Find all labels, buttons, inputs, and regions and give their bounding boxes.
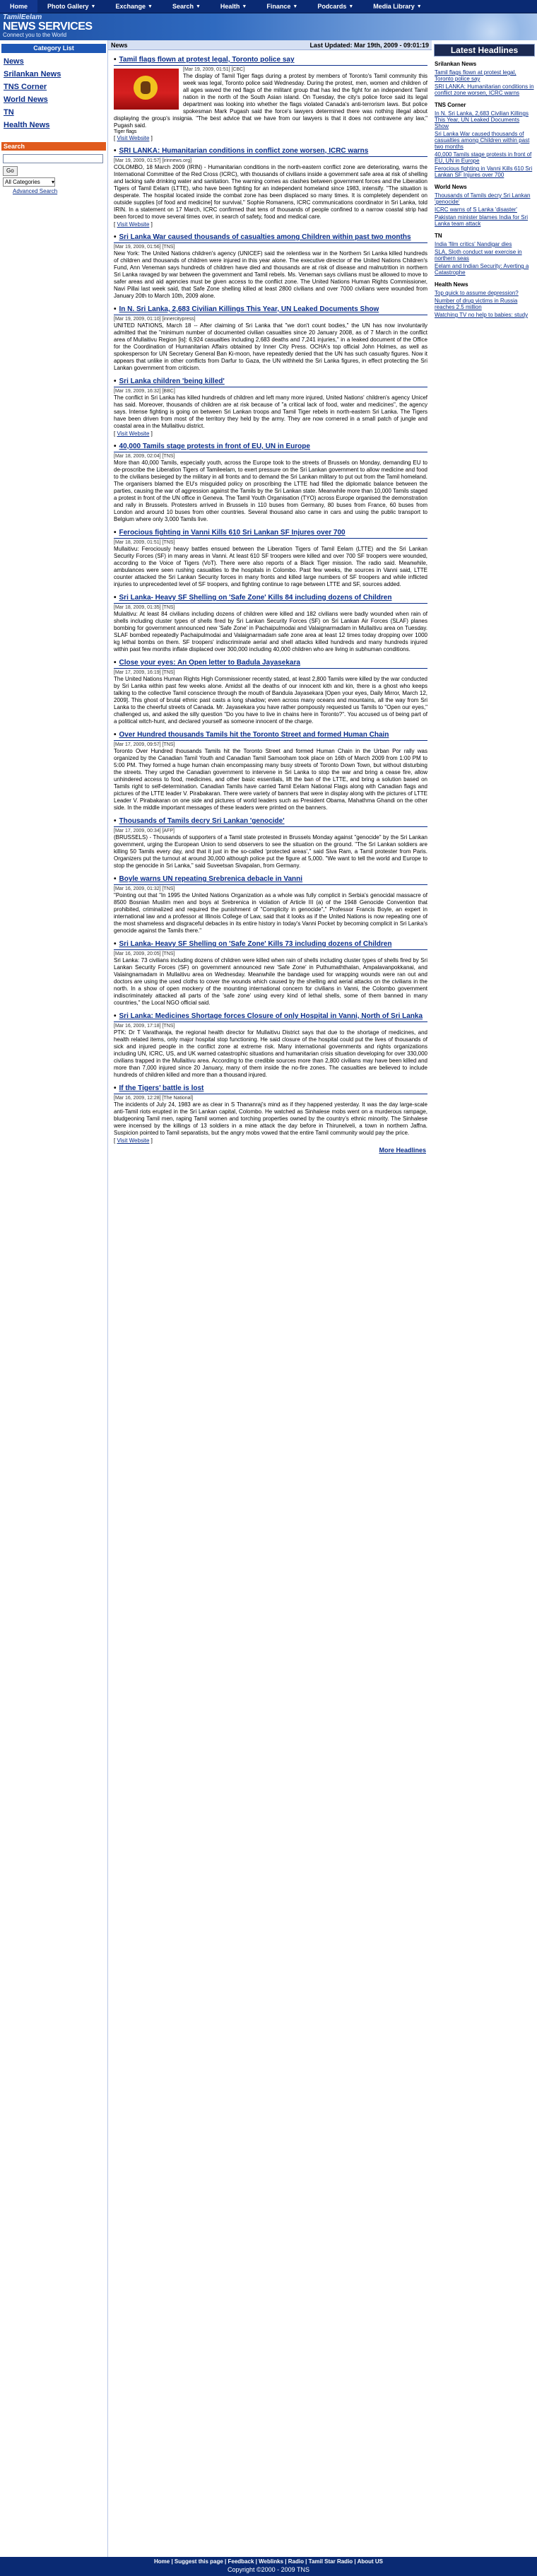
visit-website: [ Visit Website ] — [114, 431, 153, 437]
category-list-heading: Category List — [1, 44, 106, 53]
bullet-icon: • — [114, 305, 117, 313]
visit-website-link[interactable]: Visit Website — [117, 221, 150, 228]
title-underline — [114, 668, 427, 669]
article-title — [114, 875, 427, 884]
article-title-link[interactable]: Ferocious fighting in Vanni Kills 610 Sri Lankan SF Injures over 700 — [119, 529, 346, 537]
news-article — [114, 147, 427, 228]
nav-item-label: Podcards — [317, 3, 347, 10]
article-title — [114, 529, 427, 537]
category-link[interactable]: TN — [4, 108, 14, 117]
article-body: Mulaitivu: At least 84 civilians including dozens of children were killed and 182 civilians were badly wounded when rain of shells including cluster types of shells fired by Sri Lankan Security Forces (SF) on Sri Lankan Air Forces (SLAF) planes bombing for government announced new 'Safe Zone' in Pachaipulmodai and Valaignarmadam in Mullaitivu area on Tuesday. SLAF bombed repeatedly Pachaipulmodai and Valaignarmadam safe zone area at least 12 times today dropping over 1000 kg lethal bombs on them. SF troopers' indiscriminate aerial and shell attacks killed hundreds and many hundreds injured within past few months inflate displaced over 300,000 including 40,000 children who are living in subhuman conditions. — [114, 611, 427, 652]
title-underline — [114, 740, 427, 741]
article-meta: [Mar 16, 2009, 20:05] [TNS] — [114, 952, 175, 956]
category-link[interactable]: News — [4, 57, 24, 66]
article-title — [114, 659, 427, 667]
news-article — [114, 817, 427, 870]
headline-section — [435, 184, 534, 227]
visit-website-link[interactable]: Visit Website — [117, 1137, 150, 1144]
nav-item-4[interactable] — [211, 0, 256, 13]
category-link[interactable]: Health News — [4, 121, 50, 129]
search-heading: Search — [1, 142, 106, 151]
bullet-icon: • — [114, 377, 117, 385]
headline-link[interactable]: India 'film critics' Nandigar dies — [435, 241, 512, 247]
headline-link[interactable]: SLA, Sloth conduct war exercise in northern seas — [435, 249, 522, 262]
advanced-search-link[interactable]: Advanced Search — [13, 188, 58, 194]
nav-item-label: Finance — [266, 3, 291, 10]
nav-item-label: Media Library — [373, 3, 415, 10]
nav-item-2[interactable] — [105, 0, 162, 13]
title-underline — [114, 603, 427, 604]
nav-item-5[interactable] — [256, 0, 307, 13]
article-title-link[interactable]: Sri Lanka War caused thousands of casualties among Children within past two months — [119, 233, 411, 241]
news-article — [114, 56, 427, 141]
figure-caption: Tiger flags — [114, 129, 137, 134]
headline-section-title: TNS Corner — [435, 102, 466, 108]
article-meta: [Mar 16, 2009, 12:28] [The National] — [114, 1096, 194, 1101]
title-underline — [114, 826, 427, 827]
chevron-down-icon: ▾ — [51, 179, 54, 185]
article-body: The display of Tamil Tiger flags during a protest by members of Toronto's Tamil community this week was legal, Toronto police said Wednesday. During the protest, men, women and children of all ages waved the red flags of the militant group that has led the fight for an independent Tamil nation in the north of the South Asian island. On Tuesday, the city's police force said its legal department was looking into whether the flags violated Canada's anti-terrorism laws. But police spokesman Mark Pugash said the force's lawyers determined there was nothing illegal about displaying the group's insignia. "The best advice that we have from our lawyers is that it does not contravene any law," Pugash said. — [114, 73, 427, 129]
logo-text-line2: NEWS SERVICES — [3, 21, 93, 33]
logo-text-line1: TamilEelam — [3, 13, 42, 21]
bullet-icon: • — [114, 817, 117, 825]
article-body: The conflict in Sri Lanka has killed hundreds of children and left many more injured, United Nations' children's agency Unicef has said. Moreover, thousands of children are at risk because of "a critical lack of food, water and medicines", the agency says. Intense fighting is going on between Sri Lankan troops and Tamil Tiger rebels in north-eastern Sri Lanka. The Tigers have been driven from most of the territory they held by the army. They are now cornered in a small patch of jungle and coastal area in the Mullaitivu district. — [114, 394, 427, 429]
more-headlines-link[interactable]: More Headlines — [379, 1147, 426, 1154]
article-body: COLOMBO, 18 March 2009 (IRIN) - Humanitarian conditions in the north-eastern conflict zone are deteriorating, warns the International Committee of the Red Cross (ICRC), with thousands of civilians inside a government safe area at risk of shelling and lacking safe drinking water and sanitation. The warning comes as clashes between government forces and the Liberation Tigers of Tamil Eelam (LTTE), who have been fighting for an independent homeland since 1983, intensify. "The situation is desperate. The hospital located inside the combat zone has been displaced so many times. It is completely dependent on outside supplies [of food and medicine] for survival," Sophie Romanens, ICRC communications coordinator in Sri Lanka, told IRIN. In a statement on 17 March, ICRC confirmed that tens of thousands of people confined to a narrow coastal strip had been forced to move several times over, in search of safety, food and medical care. — [114, 164, 427, 220]
article-title — [114, 594, 427, 602]
news-article — [114, 233, 427, 300]
title-underline — [114, 538, 427, 539]
site-logo[interactable] — [3, 14, 93, 38]
bullet-icon: • — [114, 875, 117, 883]
article-body: PTK: Dr T Varatharaja, the regional health director for Mullaitivu District says that due to the shortage of medicines, and health related items, only major hospital stop functioning. He said closure of the hospital could put the lives of thousands of sick and injured people in the conflict zone at extreme risk. Many international governments and rights organizations including UN, ICRC, US, and UK warned catastrophic situations and humanitarian crisis situation developing for over 330,000 civilians trapped in the Mullaitivu area. According to the credible sources more than 2,800 civilians may have been killed and more than 7,000 injured since 20 January, many of them inside the no-fire zones. The casualties are believed to include hundreds of children killed and more than a thousand injured. — [114, 1029, 427, 1078]
article-title-link[interactable]: Sri Lanka children 'being killed' — [119, 377, 225, 385]
top-navigation-bar — [0, 0, 537, 13]
visit-website-link[interactable]: Visit Website — [117, 135, 150, 141]
nav-item-6[interactable] — [307, 0, 363, 13]
headline-section-title: Health News — [435, 281, 468, 288]
footer-links[interactable]: Home | Suggest this page | Feedback | Weblinks | Radio | Tamil Star Radio | About US — [154, 2558, 383, 2565]
news-article — [114, 940, 427, 1007]
headline-section-title: Srilankan News — [435, 61, 477, 67]
article-meta: [Mar 19, 2009, 01:56] [TNS] — [114, 245, 175, 250]
article-title-link[interactable]: Sri Lanka- Heavy SF Shelling on 'Safe Zone' Kills 73 including dozens of Children — [119, 940, 392, 948]
article-body: New York: The United Nations children's agency (UNICEF) said the relentless war in the Northern Sri Lanka killed hundreds of children and thousands of children were injured in this year alone. The executive director of the United Nations Children's Fund, Ann Veneman says hundreds of children have died and thousands are at risk of disease and malnutrition in northern Sri Lanka ravaged by war between the government and Tamil rebels. Ms. Veneman says civilians must be allowed to move to safer areas and aid agencies must be given access to the conflict zone. The United Nations Human Rights Commissioner, Navi Pillai last week said, that Safe Zone shelling killed at least 2800 civilians and over 7000 civilians were wounded from January 20th to March 10th, 2009 alone. — [114, 250, 427, 299]
news-article — [114, 875, 427, 935]
chevron-down-icon: ▼ — [195, 4, 201, 9]
article-meta: [Mar 17, 2009, 00:34] [AFP] — [114, 829, 175, 833]
headline-link[interactable]: ICRC warns of S Lanka 'disaster' — [435, 206, 517, 213]
bullet-icon: • — [114, 56, 117, 64]
article-title — [114, 817, 427, 826]
news-article — [114, 731, 427, 812]
article-body: Mullaitivu: Ferociously heavy battles ensued between the Liberation Tigers of Tamil Eelam (LTTE) and the Sri Lankan Security Forces (SF) in many areas in Vanni. At least 610 SF troopers were killed and over 700 SF troopers were wounded, according to the Voice of Tigers (VoT). There were also reports of a Black Tiger mission. The radio said. Meanwhile, ambulances were seen rushing casualties to the hospitals in Colombo. Past few weeks, the sources in Vanni said, LTTE counter attacked the Sri Lankan Security forces in many fronts and killed large numbers of SF troopers and while inflicted injuries to unprecedented level of SF troopers, and fighting continue to rage between LTTE and SF, sources added. — [114, 546, 427, 587]
headline-link[interactable]: SRI LANKA: Humanitarian conditions in conflict zone worsen, ICRC warns — [435, 83, 534, 96]
chevron-down-icon: ▼ — [148, 4, 153, 9]
nav-item-7[interactable] — [363, 0, 431, 13]
chevron-down-icon: ▼ — [90, 4, 96, 9]
news-article — [114, 305, 427, 372]
article-title-link[interactable]: Thousands of Tamils decry Sri Lankan 'genocide' — [119, 817, 285, 825]
headline-link[interactable]: Top quick to assume depression? — [435, 290, 519, 296]
search-controls — [3, 166, 105, 176]
title-underline — [114, 156, 427, 157]
visit-website: [ Visit Website ] — [114, 135, 153, 141]
article-title — [114, 233, 427, 242]
article-title — [114, 56, 427, 64]
article-body: (BRUSSELS) - Thousands of supporters of a Tamil state protested in Brussels Monday against "genocide" by the Sri Lankan government, urging the European Union to send observers to see the situation on the ground. "The Sri Lankan soldiers are killing 50 Tamils every day, and that it just in the so-called 'protected areas'," said Siva Ram, a Tamil protester from Paris. Organizers put the turnout at around 30,000 although police put the figure at 5,000. "We want to tell the world and Europe to stop the genocide in Sri Lanka," said Suveetsan Sivapalan, from Germany. — [114, 834, 427, 869]
visit-website: [ Visit Website ] — [114, 221, 153, 228]
title-underline — [114, 1021, 427, 1022]
bullet-icon: • — [114, 1012, 117, 1020]
headline-sections — [432, 61, 537, 318]
category-select[interactable] — [3, 177, 55, 187]
article-body: The incidents of July 24, 1983 are as clear in S Thananraj’s mind as if they happened yesterday. It was the day large-scale anti-Tamil riots erupted in the Sri Lankan capital, Colombo. He watched as Sinhalese mobs went on a murderous rampage, bludgeoning Tamil men, raping Tamil women and torching properties owned by the country’s ethnic minority. The Sinhalese were incensed by the killings of 13 soldiers in a mine attack the day before in Thirunelveli, a town in northern Jaffna. Suspicion pointed to Tamil separatists, but the angry mobs vowed that the entire Tamil community would pay the price. — [114, 1101, 427, 1136]
main-news-column — [107, 40, 432, 2557]
article-body: "Pointing out that "In 1995 the United Nations Organization as a whole was fully complicit in Serbia's genocidal massacre of 8500 Bosnian Muslim men and boys at Srebrenica in violation of Article III (a) of the 1948 Genocide Convention that prohibited, criminalized and required the punishment of "Complicity in genocide"," Professor Francis Boyle, an expert in international law and a professor at Illinois College of Law, said that it looks as if the United Nations is now repeating one of the most shameless and disgraceful debacles in its entire history in today's Vanni Pocket by becoming complicit in Sri Lanka's genocide against the Tamils there." — [114, 892, 428, 934]
article-title — [114, 1012, 427, 1021]
right-sidebar — [432, 40, 537, 2557]
nav-item-label: Photo Gallery — [47, 3, 89, 10]
bullet-icon: • — [114, 659, 117, 667]
article-meta: [Mar 19, 2009, 16:32] [BBC] — [114, 389, 175, 394]
headline-link[interactable]: Thousands of Tamils decry Sri Lankan 'genocide' — [435, 192, 531, 205]
search-input[interactable] — [3, 154, 103, 163]
headline-section — [435, 233, 534, 276]
article-title-link[interactable]: Sri Lanka: Medicines Shortage forces Closure of only Hospital in Vanni, North of Sri Lanka — [119, 1012, 423, 1020]
headline-link[interactable]: Watching TV no help to babies: study — [435, 312, 529, 318]
news-article — [114, 1084, 427, 1144]
headline-link[interactable]: Tamil flags flown at protest legal, Toronto police say — [435, 69, 517, 82]
article-title-link[interactable]: SRI LANKA: Humanitarian conditions in conflict zone worsen, ICRC warns — [119, 147, 369, 155]
article-title — [114, 940, 427, 949]
chevron-down-icon: ▼ — [293, 4, 298, 9]
article-list — [108, 56, 432, 1144]
headline-section — [435, 281, 534, 318]
article-meta: [Mar 16, 2009, 01:32] [TNS] — [114, 886, 175, 891]
news-article — [114, 659, 427, 725]
article-title — [114, 1084, 427, 1093]
article-body: Sri Lanka: 73 civilians including dozens of children were killed when rain of shells including cluster types of shells fired by Sri Lankan Security Forces (SF) on government announced new 'Safe Zone' in Puthumaththalan, Ampalavanpokkanai, and Valaingnamadam in Mullaitivu area on Wednesday. Meanwhile the bandage used for wrapping wounds were ran out and doctors are using the used cloths to cover the wounds which caused by the shelling and aerial attacks on the civilians in the north. In a show of open mockery of the mounting international concern for civilians in Vanni, the Colombo government indiscriminately attacked all parts of the 'safe zone' using every kind of lethal shells, some of them banned in many countries," the Local NGO official said. — [114, 957, 427, 1006]
latest-headlines-heading: Latest Headlines — [434, 44, 535, 57]
article-body: The United Nations Human Rights High Commissioner recently stated, at least 2,800 Tamils were killed by the war conducted by Sri Lanka within past few weeks alone. Amidst all the deaths of our innocent kith and kin, there is a ghost who keeps talking to the collective Tamil conscience through the mouth of Bandula Jayasekara [Open your eyes, Daily Mirror, March 12, 2009]. This ghost of brutal ethnic past casts a long shadow; even across many oceans and mountains, all the way from Sri Lanka to the cheerful streets of Canada. Mr. Jayasekara you have rather pompously requested us Tamils to "Open our eyes," challenged us, and asked the silly question "Do you have to live in chains here in Toronto?". You accused us of being part of a political witch-hunt, and declared yourself as someone innocent of the charge. — [114, 676, 427, 725]
site-footer — [0, 2557, 537, 2576]
visit-website: [ Visit Website ] — [114, 1137, 153, 1144]
news-article — [114, 529, 427, 588]
headline-section — [435, 61, 534, 96]
flag-emblem-center — [141, 81, 151, 94]
article-title-link[interactable]: Tamil flags flown at protest legal, Toronto police say — [119, 56, 295, 64]
chevron-down-icon: ▼ — [242, 4, 247, 9]
news-article — [114, 443, 427, 523]
article-meta: [Mar 17, 2009, 16:19] [TNS] — [114, 670, 175, 675]
visit-website-link[interactable]: Visit Website — [117, 431, 150, 437]
logo-tagline: Connect you to the World — [3, 32, 67, 38]
chevron-down-icon: ▼ — [348, 4, 354, 9]
article-title-link[interactable]: Boyle warns UN repeating Srebrenica debacle in Vanni — [119, 875, 303, 883]
title-underline — [114, 949, 427, 950]
go-button[interactable]: Go — [3, 166, 18, 176]
bullet-icon: • — [114, 731, 117, 739]
nav-item-label: Search — [172, 3, 194, 10]
article-title-link[interactable]: Over Hundred thousands Tamils hit the Toronto Street and formed Human Chain — [119, 731, 389, 739]
news-article — [114, 594, 427, 653]
bullet-icon: • — [114, 940, 117, 948]
article-meta: [Mar 18, 2009, 01:51] [TNS] — [114, 540, 175, 545]
section-title: News — [111, 41, 128, 49]
site-header — [0, 13, 537, 40]
article-title — [114, 731, 427, 739]
article-title-link[interactable]: If the Tigers’ battle is lost — [119, 1084, 204, 1092]
bullet-icon: • — [114, 233, 117, 241]
article-meta: [Mar 19, 2009, 01:51] [CBC] — [183, 67, 245, 72]
tiger-flag-image — [114, 69, 179, 110]
globe-graphic — [424, 13, 537, 40]
copyright: Copyright ©2000 - 2009 TNS — [227, 2566, 310, 2573]
headline-section-title: World News — [435, 184, 467, 190]
article-title — [114, 443, 427, 451]
category-link[interactable]: Srilankan News — [4, 70, 61, 78]
headline-section — [435, 102, 534, 178]
category-select-value: All Categories — [5, 179, 40, 185]
news-article — [114, 1012, 427, 1079]
title-underline — [114, 242, 427, 243]
nav-item-label: Health — [220, 3, 240, 10]
headline-link[interactable]: In N. Sri Lanka, 2,683 Civilian Killings This Year, UN Leaked Documents Show — [435, 110, 529, 129]
category-link[interactable]: World News — [4, 95, 48, 104]
headline-link[interactable]: Eelam and Indian Security: Averting a Catastrophe — [435, 263, 529, 276]
nav-item-label: Exchange — [115, 3, 146, 10]
article-meta: [Mar 19, 2009, 01:10] [innercitypress] — [114, 317, 196, 322]
article-meta: [Mar 17, 2009, 09:57] [TNS] — [114, 742, 175, 747]
last-updated: Last Updated: Mar 19th, 2009 - 09:01:19 — [309, 41, 429, 49]
article-meta: [Mar 16, 2009, 17:18] [TNS] — [114, 1024, 175, 1029]
news-article — [114, 377, 427, 437]
nav-item-3[interactable] — [163, 0, 211, 13]
bullet-icon: • — [114, 443, 117, 450]
headline-link[interactable]: Pakistan minister blames India for Sri Lanka team attack — [435, 214, 529, 227]
search-category-row — [3, 177, 105, 187]
article-meta: [Mar 18, 2009, 01:35] [TNS] — [114, 605, 175, 610]
bullet-icon: • — [114, 147, 117, 155]
category-link[interactable]: TNS Corner — [4, 83, 47, 91]
headline-section-title: TN — [435, 233, 442, 239]
article-body: More than 40,000 Tamils, especially youth, across the Europe took to the streets of Brussels on Monday, demanding EU to de-proscribe the Liberation Tigers of Tamileelam, to exert pressure on the Sri Lankan government to allow medicine and food to the civilians besieged by the military in all fronts and to demand the Sri Lankan military to put out from the Tamil homeland. The organisers blamed the EU's misguided policy on proscribing the LTTE had filled the diplomatic balance between the parties, causing the war of aggression against the Tamils by the Sri Lankan state. Meanwhile more than 10,000 Tamils staged a protest in front of the UN office in Geneva. The Tamil Youth Organisation (TYO) across Europe organised the demonstration and rally in Brussels. Protesters arrived in Brussels in 110 buses from Germany, 80 buses from France, 60 buses from London and around 10 buses from other countries. Several thousand also came in cars and using the public transport to Belgium where only 3,000 Tamils live. — [114, 459, 427, 522]
article-meta: [Mar 19, 2009, 01:57] [irinnews.org] — [114, 158, 192, 163]
article-title — [114, 147, 427, 156]
category-list — [0, 57, 107, 129]
bullet-icon: • — [114, 594, 117, 602]
nav-item-0[interactable] — [0, 0, 37, 13]
title-underline — [114, 65, 427, 66]
news-header-bar — [108, 40, 432, 50]
article-title-link[interactable]: Sri Lanka- Heavy SF Shelling on 'Safe Zone' Kills 84 including dozens of Children — [119, 594, 392, 602]
article-body: UNITED NATIONS, March 18 -- After claiming of Sri Lanka that "we don't count bodies," the UN has now involuntarily admitted that the "minimum number of documented civilian casualties since 20 January 2008, as of 7 March in the conflict area of Mullaitivu Region [is]: 6,924 casualties including 2,683 deaths and 7,241 injuries," in a leaked document of the Office for the Coordination of Humanitarian Affairs obtained by Inner City Press. OCHA's top official John Holmes, as well as spokesperson for UN Secretary General Ban Ki-moon, have repeatedly denied that the UN has such casualty figures. Now it appears that unlike in other conflicts from Darfur to Gaza, the UN withheld the Sri Lanka figures, in effect protecting the Sri Lankan government from criticism. — [114, 322, 427, 371]
article-body: Toronto Over Hundred thousands Tamils hit the Toronto Street and formed Human Chain in the Urban Por rally was organized by the Canadian Tamil Youth and Canadian Tamil Samooham took place on 16th of March 2009 from 1:00 PM to 5:00 PM. They formed a huge human chain encompassing many busy streets of Toronto Down Town, but without disturbing the streets. They urged the Canadian government to intervene in Sri Lanka to stop the war and bring a cease fire, allow unhindered access to food, medicines, and other basic essentials, lift the ban of the LTTE, and bring a solution based on Tamils right to self-determination. Canadian Tamils have carried Tamil Eelam National Flags along with Canadian flags and pictures of the LTTE leader V. Pirabakaran. There were variety of banners that were in display along with the pictures of LTTE Leader V. Pirabakaran on one side and pictures of world leaders such as President Obama, Mahathma Ghandi on the other side. In the middle important messages of these leaders were printed on the banners. — [114, 748, 427, 811]
bullet-icon: • — [114, 1084, 117, 1092]
nav-item-1[interactable] — [37, 0, 105, 13]
headline-link[interactable]: Ferocious fighting in Vanni Kills 610 Sri Lankan SF Injures over 700 — [435, 165, 533, 178]
title-underline — [114, 884, 427, 885]
article-title — [114, 305, 427, 314]
nav-item-label: Home — [10, 3, 28, 10]
article-meta: [Mar 18, 2009, 02:04] [TNS] — [114, 454, 175, 459]
chevron-down-icon: ▼ — [416, 4, 422, 9]
left-sidebar — [0, 40, 107, 2557]
article-title-link[interactable]: In N. Sri Lanka, 2,683 Civilian Killings This Year, UN Leaked Documents Show — [119, 305, 379, 313]
headline-link[interactable]: Sri Lanka War caused thousands of casualties among Children within past two months — [435, 131, 530, 150]
headline-link[interactable]: Number of drug victims in Russia reaches 2.5 million — [435, 298, 518, 310]
article-title-link[interactable]: 40,000 Tamils stage protests in front of EU, UN in Europe — [119, 443, 310, 450]
article-title-link[interactable]: Close your eyes: An Open letter to Badula Jayasekara — [119, 659, 300, 667]
headline-link[interactable]: 40,000 Tamils stage protests in front of EU, UN in Europe — [435, 151, 532, 164]
bullet-icon: • — [114, 529, 117, 537]
article-title — [114, 377, 427, 386]
